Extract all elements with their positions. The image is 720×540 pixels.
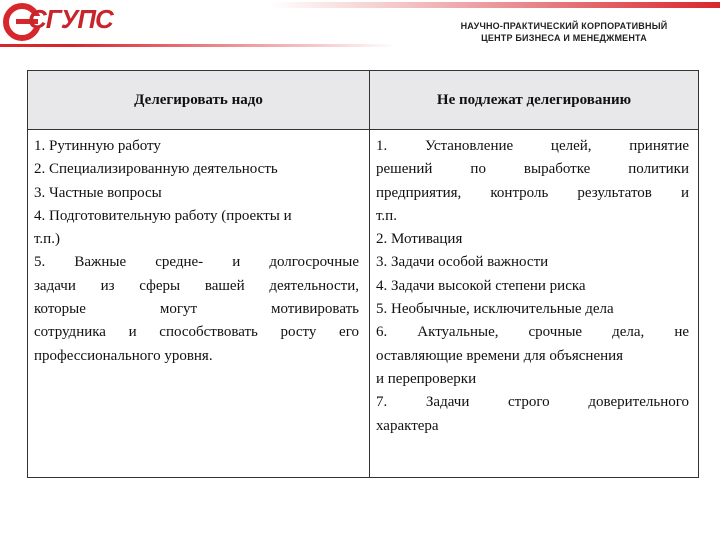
not-delegate-column <box>376 135 689 438</box>
header-delegate: Делегировать надо <box>134 91 263 108</box>
delegation-table <box>27 70 699 478</box>
column-divider <box>369 71 370 477</box>
not-delegate-line: 3. Задачи особой важности <box>376 254 549 271</box>
table-header-row <box>28 71 698 130</box>
not-delegate-line: 5. Необычные, исключительные дела <box>376 301 614 318</box>
delegate-line: которые могут мотивировать <box>34 301 359 318</box>
not-delegate-line: т.п. <box>376 207 397 224</box>
logo-text: СГУПС <box>28 4 113 34</box>
not-delegate-line: 2. Мотивация <box>376 231 463 248</box>
not-delegate-line: 7. Задачи строго доверительного <box>376 394 689 411</box>
delegate-line: сотрудника и способствовать росту его <box>34 324 359 341</box>
delegate-line: задачи из сферы вашей деятельности, <box>34 277 359 294</box>
header-red-band <box>270 2 720 8</box>
not-delegate-line: и перепроверки <box>376 370 477 387</box>
delegate-line: 4. Подготовительную работу (проекты и <box>34 207 292 224</box>
not-delegate-line: предприятия, контроль результатов и <box>376 184 689 201</box>
sgups-logo <box>0 0 113 44</box>
delegate-line: т.п.) <box>34 231 60 248</box>
delegate-line: профессионального уровня. <box>34 347 213 364</box>
delegate-column <box>34 135 359 368</box>
header-not-delegate: Не подлежат делегированию <box>436 91 632 108</box>
page-header <box>0 0 720 50</box>
delegate-line: 5. Важные средне- и долгосрочные <box>34 254 359 271</box>
not-delegate-line: 6. Актуальные, срочные дела, не <box>376 324 689 341</box>
delegate-line: 2. Специализированную деятельность <box>34 161 278 178</box>
delegate-line: 1. Рутинную работу <box>34 138 161 154</box>
center-title <box>444 20 684 44</box>
header-underline <box>0 44 720 47</box>
not-delegate-line: 4. Задачи высокой степени риска <box>376 277 586 294</box>
center-title-line1: НАУЧНО-ПРАКТИЧЕСКИЙ КОРПОРАТИВНЫЙ <box>460 21 668 31</box>
not-delegate-line: характера <box>376 417 439 434</box>
not-delegate-line: оставляющие времени для объяснения <box>376 347 624 364</box>
center-title-line2: ЦЕНТР БИЗНЕСА И МЕНЕДЖМЕНТА <box>481 33 647 43</box>
delegate-line: 3. Частные вопросы <box>34 184 162 201</box>
not-delegate-line: решений по выработке политики <box>376 161 689 178</box>
not-delegate-line: 1. Установление целей, принятие <box>376 138 689 154</box>
